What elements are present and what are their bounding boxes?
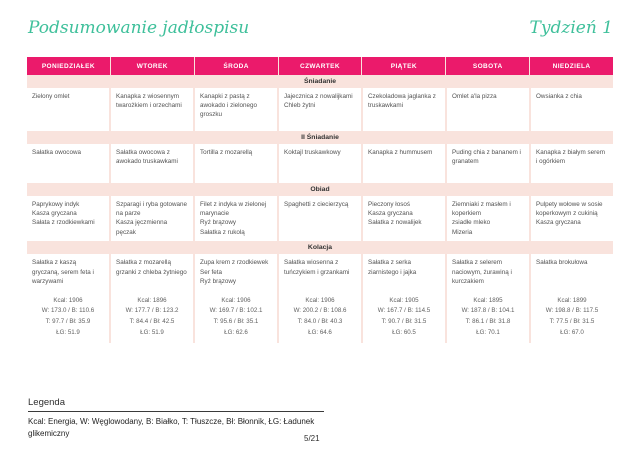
nutrition-cell <box>195 291 277 344</box>
nutrition-value: T: 84.4 / Bł: 42.5 <box>129 317 175 325</box>
meal-item: Kasza jęczmienna pęczak <box>116 219 168 236</box>
meal-cell <box>111 196 193 242</box>
legend-divider <box>28 411 324 412</box>
meal-item: Sałatka z nowalijek <box>368 219 422 227</box>
meal-item: Filet z indyka w zielonej marynacie <box>200 200 267 217</box>
meal-item: Spaghetti z ciecierzycą <box>284 200 349 208</box>
meal-cell <box>111 88 193 131</box>
meal-item: Mizeria <box>452 228 473 236</box>
meal-item: zsiadłe mleko <box>452 219 491 227</box>
meal-cell <box>531 254 613 290</box>
meal-plan-table <box>27 57 613 343</box>
page-title: Podsumowanie jadłospisu <box>28 18 250 38</box>
meal-item: Ryż brązowy <box>200 219 237 227</box>
nutrition-value: Kcal: 1906 <box>221 296 251 304</box>
meal-item: Kasza gryczana <box>536 219 581 227</box>
meal-item: Sałatka z mozarellą grzanki z chleba żytniego <box>116 259 187 276</box>
section-header: Śniadanie <box>27 75 613 88</box>
week-label: Tydzień 1 <box>529 18 613 38</box>
day-header-cell: SOBOTA <box>446 57 529 75</box>
meal-item: Koktajl truskawkowy <box>284 148 341 156</box>
nutrition-value: ŁG: 51.9 <box>56 328 80 336</box>
meal-item: Puding chia z bananem i granatem <box>452 148 521 165</box>
nutrition-cell <box>279 291 361 344</box>
nutrition-cell <box>447 291 529 344</box>
nutrition-value: T: 90.7 / Bł: 31.5 <box>381 317 427 325</box>
nutrition-cell <box>27 291 109 344</box>
meal-row <box>27 88 613 131</box>
day-header-row <box>27 57 613 75</box>
meal-cell <box>279 196 361 242</box>
meal-item: Sałatka z rukolą <box>200 228 245 236</box>
nutrition-value: Kcal: 1906 <box>53 296 83 304</box>
meal-item: Zupa krem z rzodkiewek <box>200 259 269 267</box>
nutrition-value: ŁG: 70.1 <box>476 328 500 336</box>
nutrition-value: W: 177.7 / B: 123.2 <box>125 307 179 315</box>
meal-cell <box>279 254 361 290</box>
meal-cell <box>531 144 613 183</box>
meal-cell <box>447 196 529 242</box>
meal-cell <box>27 144 109 183</box>
nutrition-value: T: 86.1 / Bł: 31.8 <box>465 317 511 325</box>
meal-item: Pieczony łosoś <box>368 200 410 208</box>
nutrition-value: ŁG: 62.6 <box>224 328 248 336</box>
meal-item: Jajecznica z nowalijkami <box>284 92 353 100</box>
meal-item: Sałatka z selerem naciowym, żurawiną i kurczakiem <box>452 259 512 286</box>
meal-cell <box>111 144 193 183</box>
meal-item: Sałatka z serka ziarnistego i jajka <box>368 259 417 276</box>
section-header: Obiad <box>27 183 613 196</box>
meal-item: Paprykowy indyk <box>32 200 80 208</box>
meal-cell <box>363 144 445 183</box>
legend-title: Legenda <box>28 397 65 408</box>
nutrition-value: T: 84.0 / Bł: 40.3 <box>297 317 343 325</box>
meal-item: Kanapka z białym serem i ogórkiem <box>536 148 605 165</box>
meal-item: Owsianka z chia <box>536 92 582 100</box>
meal-cell <box>447 254 529 290</box>
section-header: II Śniadanie <box>27 131 613 144</box>
meal-item: Szparagi i ryba gotowane na parze <box>116 200 188 217</box>
nutrition-value: Kcal: 1899 <box>557 296 587 304</box>
meal-item: Kanapki z pastą z awokado i zielonego groszku <box>200 92 258 119</box>
page-number: 5/21 <box>304 434 320 443</box>
nutrition-value: T: 77.5 / Bł: 31.5 <box>549 317 595 325</box>
meal-cell <box>531 88 613 131</box>
legend-text: Kcal: Energia, W: Węglowodany, B: Białko, T: Tłuszcze, Bł: Błonnik, ŁG: Ładunek glikemiczny <box>28 417 315 439</box>
meal-cell <box>447 88 529 131</box>
nutrition-value: W: 169.7 / B: 102.1 <box>209 307 263 315</box>
day-header-cell: NIEDZIELA <box>530 57 613 75</box>
meal-row <box>27 196 613 242</box>
meal-item: Sałata z rzodkiewkami <box>32 219 95 227</box>
nutrition-value: ŁG: 64.6 <box>308 328 332 336</box>
nutrition-value: ŁG: 60.5 <box>392 328 416 336</box>
meal-item: Omlet a'la pizza <box>452 92 497 100</box>
nutrition-value: ŁG: 51.9 <box>140 328 164 336</box>
meal-item: Ser feta <box>200 268 223 276</box>
meal-cell <box>195 196 277 242</box>
meal-cell <box>195 88 277 131</box>
meal-cell <box>111 254 193 290</box>
meal-cell <box>279 88 361 131</box>
meal-item: Sałatka brokułowa <box>536 259 588 267</box>
nutrition-value: Kcal: 1896 <box>137 296 167 304</box>
meal-item: Ryż brązowy <box>200 278 237 286</box>
nutrition-row <box>27 291 613 344</box>
nutrition-value: ŁG: 67.0 <box>560 328 584 336</box>
nutrition-value: T: 95.6 / Bł: 35.1 <box>213 317 259 325</box>
meal-item: Pulpety wołowe w sosie koperkowym z cukinią <box>536 200 603 217</box>
day-header-cell: WTOREK <box>111 57 194 75</box>
nutrition-value: W: 173.0 / B: 110.6 <box>41 307 95 315</box>
meal-item: Ziemniaki z masłem i koperkiem <box>452 200 511 217</box>
meal-cell <box>195 144 277 183</box>
meal-row <box>27 144 613 183</box>
nutrition-cell <box>111 291 193 344</box>
meal-cell <box>27 254 109 290</box>
day-header-cell: PIĄTEK <box>362 57 445 75</box>
meal-cell <box>363 196 445 242</box>
meal-item: Sałatka z kaszą gryczaną, serem feta i warzywami <box>32 259 94 286</box>
meal-item: Kasza gryczana <box>368 209 413 217</box>
meal-item: Chleb żytni <box>284 101 316 109</box>
meal-item: Kanapka z wiosennym twarożkiem i orzechami <box>116 92 182 109</box>
meal-item: Sałatka owocowa z awokado truskawkami <box>116 148 178 165</box>
meal-item: Kanapka z hummusem <box>368 148 433 156</box>
day-header-cell: PONIEDZIAŁEK <box>27 57 110 75</box>
nutrition-cell <box>531 291 613 344</box>
meal-row <box>27 254 613 290</box>
meal-cell <box>279 144 361 183</box>
nutrition-value: Kcal: 1905 <box>389 296 419 304</box>
meal-item: Kasza gryczana <box>32 209 77 217</box>
meal-cell <box>363 88 445 131</box>
section-header: Kolacja <box>27 241 613 254</box>
meal-item: Tortilla z mozarellą <box>200 148 253 156</box>
meal-item: Sałatka wiosenna z tuńczykiem i grzankami <box>284 259 350 276</box>
meal-item: Zielony omlet <box>32 92 70 100</box>
nutrition-value: Kcal: 1895 <box>473 296 503 304</box>
nutrition-value: Kcal: 1906 <box>305 296 335 304</box>
day-header-cell: CZWARTEK <box>279 57 362 75</box>
meal-cell <box>363 254 445 290</box>
nutrition-value: W: 167.7 / B: 114.5 <box>377 307 431 315</box>
meal-item: Czekoladowa jaglanka z truskawkami <box>368 92 436 109</box>
nutrition-value: T: 97.7 / Bł: 35.9 <box>45 317 91 325</box>
meal-cell <box>531 196 613 242</box>
meal-cell <box>27 88 109 131</box>
nutrition-cell <box>363 291 445 344</box>
meal-cell <box>195 254 277 290</box>
meal-item: Sałatka owocowa <box>32 148 82 156</box>
meal-cell <box>447 144 529 183</box>
nutrition-value: W: 200.2 / B: 108.6 <box>293 307 347 315</box>
nutrition-value: W: 187.8 / B: 104.1 <box>461 307 515 315</box>
nutrition-value: W: 198.8 / B: 117.5 <box>545 307 599 315</box>
meal-cell <box>27 196 109 242</box>
day-header-cell: ŚRODA <box>195 57 278 75</box>
